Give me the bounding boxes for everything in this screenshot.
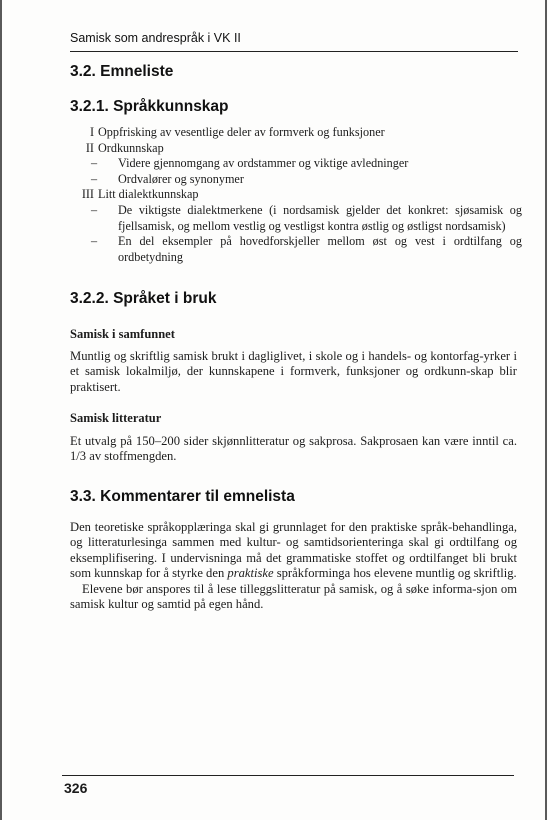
outline-subitem-text: De viktigste dialektmerkene (i nordsamisk gjelder det konkret: sjøsamisk og fjellsamisk, og mellom vestlig og vestligst kontra østlig og østligst nordsamisk)	[118, 202, 522, 233]
heading-3-2-2: 3.2.2. Språket i bruk	[70, 290, 217, 307]
outline-item	[70, 187, 522, 203]
paragraph-text: Den teoretiske språkopplæringa skal gi grunnlaget for den praktiske språk-behandlinga, og litteraturlesinga sammen med kultur- og samtidsorienteringa skal gi ordtilfang og eksemplifisering. I undervisninga må det grammatiske stoffet og ordtilfanget bli brukt som kunnskap for å styrke den	[70, 520, 517, 581]
paragraph-text: språkforminga hos elevene muntlig og skriftlig.	[273, 566, 517, 581]
paragraph-text: Elevene bør anspores til å lese tilleggslitteratur på samisk, og å søke informa-sjon om samisk kultur og samtid på egen hånd.	[70, 581, 517, 612]
kommentarer-body	[70, 520, 517, 612]
heading-3-3: 3.3. Kommentarer til emnelista	[70, 488, 295, 505]
page-number: 326	[64, 780, 88, 796]
outline-numeral: I	[89, 125, 94, 139]
header-rule	[70, 51, 518, 52]
subheading-litteratur: Samisk litteratur	[70, 411, 162, 425]
outline-text: Oppfrisking av vesentlige deler av formverk og funksjoner	[98, 125, 385, 139]
heading-3-2: 3.2. Emneliste	[70, 63, 174, 80]
kommentarer-paragraph-1	[70, 520, 517, 582]
emphasis-text: praktiske	[227, 566, 274, 581]
outline-subitem-text: Ordvalører og synonymer	[118, 171, 244, 186]
outline-item	[70, 141, 522, 157]
dash-bullet: –	[90, 156, 98, 171]
outline-item	[70, 125, 522, 141]
footer-rule	[62, 775, 514, 776]
outline-numeral: III	[81, 187, 94, 202]
outline-subitem	[70, 156, 522, 172]
outline-text: Litt dialektkunnskap	[98, 187, 199, 202]
outline-subitem-text: Videre gjennomgang av ordstammer og viktige avledninger	[118, 156, 409, 171]
page-edge-left	[0, 0, 2, 820]
page-edge-right	[545, 0, 547, 820]
outline-subitem	[70, 172, 522, 188]
dash-bullet: –	[90, 234, 98, 249]
running-header: Samisk som andrespråk i VK II	[70, 31, 241, 45]
heading-3-2-1: 3.2.1. Språkkunnskap	[70, 98, 229, 115]
paragraph-samfunnet: Muntlig og skriftlig samisk brukt i dagliglivet, i skole og i handels- og kontorfag-yrker i et samisk lokalmiljø, der kunnskapene i formverk, funksjoner og ordkunn-skap blir praktisert.	[70, 349, 517, 394]
subheading-samfunnet: Samisk i samfunnet	[70, 327, 175, 341]
outline-numeral: II	[85, 140, 94, 155]
dash-bullet: –	[90, 202, 98, 217]
dash-bullet: –	[90, 171, 98, 186]
paragraph-litteratur: Et utvalg på 150–200 sider skjønnlitteratur og sakprosa. Sakprosaen kan være inntil ca. 1/3 av stoffmengden.	[70, 434, 517, 464]
outline-text: Ordkunnskap	[98, 140, 164, 155]
outline-subitem-text: En del eksempler på hovedforskjeller mellom øst og vest i ordtilfang og ordbetydning	[118, 234, 522, 264]
kommentarer-paragraph-2	[70, 582, 517, 613]
outline-subitem	[70, 203, 522, 234]
topic-outline	[70, 125, 522, 265]
outline-subitem	[70, 234, 522, 265]
